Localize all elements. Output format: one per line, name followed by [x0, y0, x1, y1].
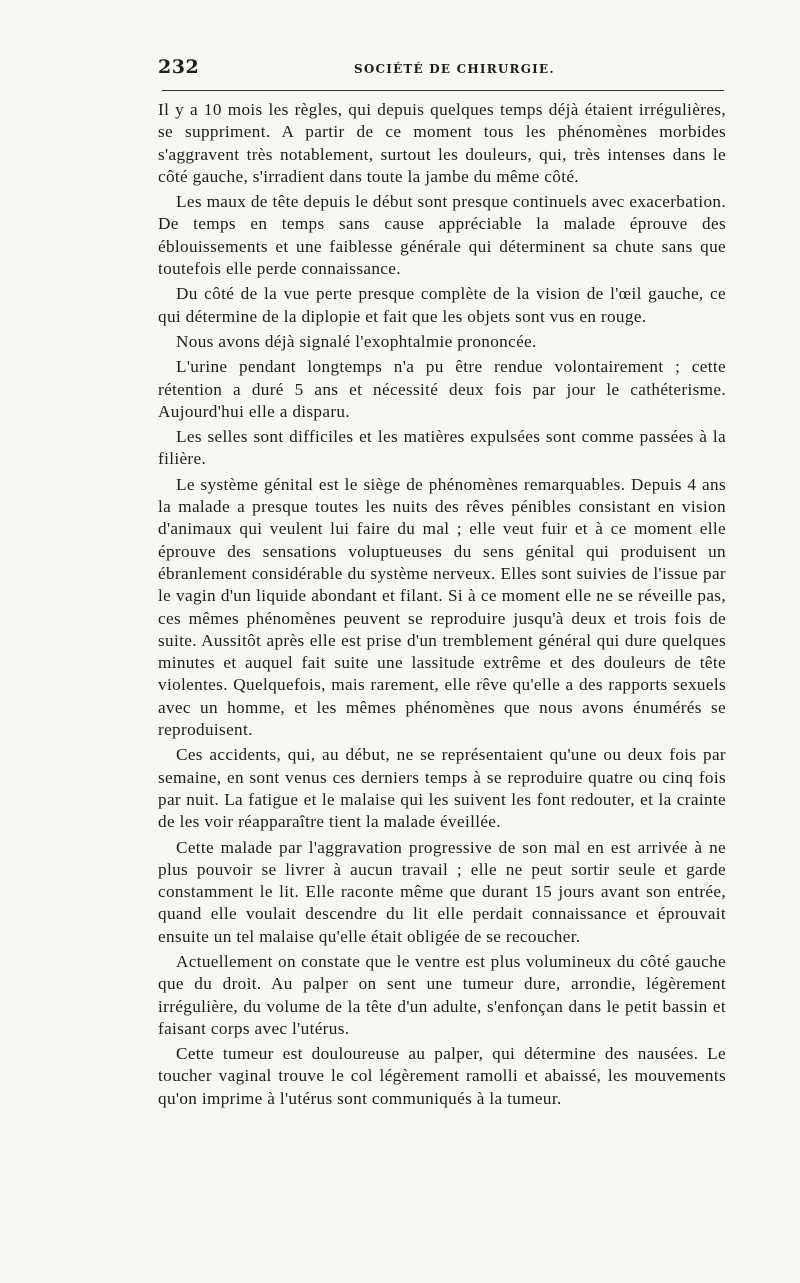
paragraph: Le système génital est le siège de phénomènes remarquables. Depuis 4 ans la malade a presque toutes les nuits des rêves pénibles consistant en vision d'animaux qui veulent lui faire du mal ; elle veut fuir et à ce moment elle éprouve des sensations voluptueuses du sens génital qui produisent un ébranlement considérable du système nerveux. Elles sont suivies de l'issue par le vagin d'un liquide abondant et filant. Si à ce moment elle ne se réveille pas, ces mêmes phénomènes peuvent se reproduire jusqu'à deux et trois fois de suite. Aussitôt après elle est prise d'un tremblement général qui dure quelques minutes et auquel fait suite une lassitude extrême et des douleurs de tête violentes. Quelquefois, mais rarement, elle rêve qu'elle a des rapports sexuels avec un homme, et les mêmes phénomènes que nous avons énumérés se reproduisent.: [158, 474, 726, 740]
paragraph: Nous avons déjà signalé l'exophtalmie prononcée.: [176, 331, 537, 351]
paragraph: Les maux de tête depuis le début sont presque continuels avec exacerbation. De temps en temps sans cause appréciable la malade éprouve des éblouissements et une faiblesse générale qui déterminent sa chute sans que toutefois elle perde connaissance.: [158, 192, 726, 279]
paragraph: Les selles sont difficiles et les matières expulsées sont comme passées à la filière.: [158, 427, 726, 469]
paragraph: Cette tumeur est douloureuse au palper, qui détermine des nausées. Le toucher vaginal trouve le col légèrement ramolli et abaissé, les mouvements qu'on imprime à l'utérus sont communiqués à la tumeur.: [158, 1044, 726, 1108]
page-number: 232: [158, 56, 200, 78]
running-title: SOCIÉTÉ DE CHIRURGIE.: [354, 62, 555, 76]
book-page: [158, 52, 726, 1113]
paragraph: Actuellement on constate que le ventre est plus volumineux du côté gauche que du droit. Au palper on sent une tumeur dure, arrondie, légèrement irrégulière, du volume de la tête d'un adulte, s'enfonçan dans le petit bassin et faisant corps avec l'utérus.: [158, 951, 726, 1038]
running-head: [158, 52, 726, 82]
body-text: [158, 99, 726, 1110]
paragraph: Du côté de la vue perte presque complète de la vision de l'œil gauche, ce qui détermine de la diplopie et fait que les objets sont vus en rouge.: [158, 284, 726, 326]
header-rule: [162, 90, 724, 91]
paragraph: Cette malade par l'aggravation progressive de son mal en est arrivée à ne plus pouvoir se livrer à aucun travail ; elle ne peut sortir seule et garde constamment le lit. Elle raconte même que durant 15 jours avant son entrée, quand elle voulait descendre du lit elle perdait connaissance et éprouvait ensuite un tel malaise qu'elle était obligée de se recoucher.: [158, 837, 726, 946]
paragraph: Il y a 10 mois les règles, qui depuis quelques temps déjà étaient irrégulières, se suppriment. A partir de ce moment tous les phénomènes morbides s'aggravent très notablement, surtout les douleurs, qui, très intenses dans le côté gauche, s'irradient dans toute la jambe du même côté.: [158, 100, 726, 186]
paragraph: Ces accidents, qui, au début, ne se représentaient qu'une ou deux fois par semaine, en sont venus ces derniers temps à se reproduire quatre ou cinq fois par nuit. La fatigue et le malaise qui les suivent les font redouter, et la crainte de les voir réapparaître tient la malade éveillée.: [158, 745, 726, 832]
paragraph: L'urine pendant longtemps n'a pu être rendue volontairement ; cette rétention a duré 5 ans et nécessité deux fois par jour le cathéterisme. Aujourd'hui elle a disparu.: [158, 357, 726, 421]
